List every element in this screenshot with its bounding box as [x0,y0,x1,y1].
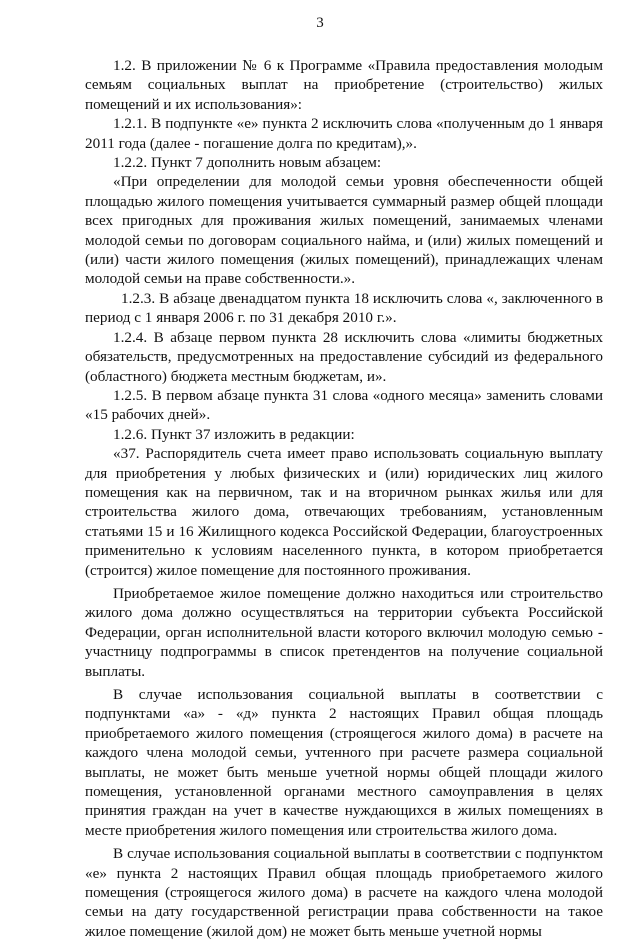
paragraph-area-a-d: В случае использования социальной выплаты в соответствии с подпунктами «а» - «д» пункта 2 настоящих Правил общая площадь приобретаемого жилого помещения (строящегося жилого дома) в расчете на каждого члена молодой семьи, учтенного при расчете размера социальной выплаты, не может быть меньше учетной нормы общей площади жилого помещения, установленной органами местного самоуправления в целях принятия граждан на учет в качестве нуждающихся в жилых помещениях в месте приобретения жилого помещения или строительства жилого дома. [85,686,603,839]
paragraph-1-2: 1.2. В приложении № 6 к Программе «Правила предоставления молодым семьям социальных выплат на приобретение (строительство) жилых помещений и их использования»: [85,57,603,113]
paragraph-1-2-5: 1.2.5. В первом абзаце пункта 31 слова «одного месяца» заменить словами «15 рабочих дней». [85,386,603,424]
paragraph-1-2-6: 1.2.6. Пункт 37 изложить в редакции: [113,425,355,443]
paragraph-37: «37. Распорядитель счета имеет право использовать социальную выплату для приобретения у любых физических и (или) юридических лиц жилого помещения как на первичном, так и на вторичном рынках жилья или для строительства жилого дома, отвечающих требованиям, установленным статьями 15 и 16 Жилищного кодекса Российской Федерации, благоустроенных применительно к условиям населенного пункта, в котором приобретается (строится) жилое помещение для постоянного проживания. [85,445,603,579]
paragraph-quote-point-7: «При определении для молодой семьи уровня обеспеченности общей площадью жилого помещения учитывается суммарный размер общей площади всех пригодных для проживания жилых помещений, занимаемых членами молодой семьи по договорам социального найма, и (или) жилых помещений и (или) части жилого помещения (жилых помещений), принадлежащих членам молодой семьи на праве собственности.». [85,173,603,288]
paragraph-location: Приобретаемое жилое помещение должно находиться или строительство жилого дома должно осуществляться на территории субъекта Российской Федерации, орган исполнительной власти которого включил молодую семью - участницу подпрограммы в список претендентов на получение социальной выплаты. [85,584,603,680]
paragraph-1-2-1: 1.2.1. В подпункте «е» пункта 2 исключить слова «полученным до 1 января 2011 года (далее - погашение долга по кредитам),». [85,115,603,152]
document-body [85,56,603,941]
paragraph-1-2-4: 1.2.4. В абзаце первом пункта 28 исключить слова «лимиты бюджетных обязательств, предусмотренных на предоставление субсидий из федерального (областного) бюджета местным бюджетам, и». [85,328,603,385]
paragraph-area-e: В случае использования социальной выплаты в соответствии с подпунктом «е» пункта 2 настоящих Правил общая площадь приобретаемого жилого помещения (строящегося жилого дома) в расчете на каждого члена молодой семьи на дату государственной регистрации права собственности на такое жилое помещение (жилой дом) не может быть меньше учетной нормы [85,845,603,940]
page-number: 3 [316,15,324,31]
paragraph-1-2-2: 1.2.2. Пункт 7 дополнить новым абзацем: [113,154,382,172]
paragraph-1-2-3: 1.2.3. В абзаце двенадцатом пункта 18 исключить слова «, заключенного в период с 1 января 2006 г. по 31 декабря 2010 г.». [85,289,603,327]
